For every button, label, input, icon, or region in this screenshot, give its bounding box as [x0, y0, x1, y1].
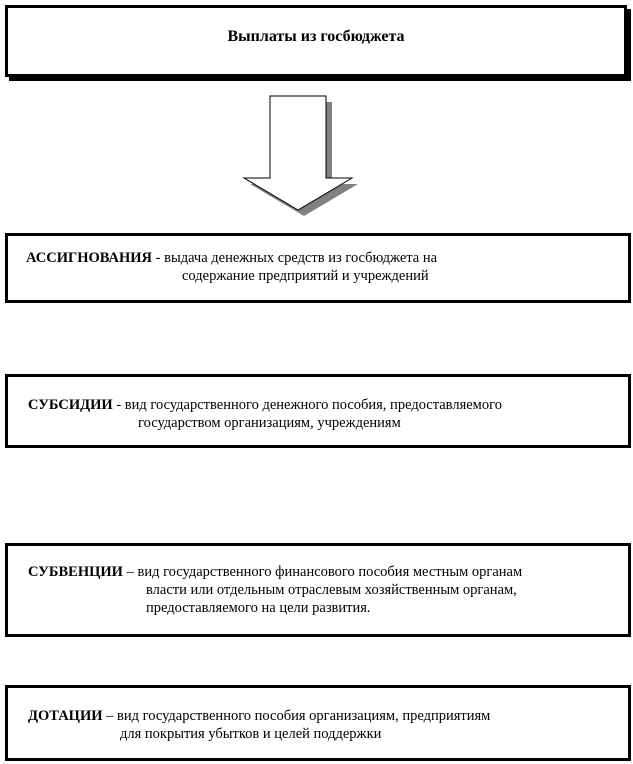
definition-first-line	[28, 396, 502, 414]
definition-first-line	[28, 563, 522, 581]
definition-continuation: предоставляемого на цели развития.	[146, 600, 371, 616]
definition-term: СУБСИДИИ	[28, 397, 113, 413]
definition-term: АССИГНОВАНИЯ	[26, 250, 153, 266]
definition-text: выдача денежных средств из госбюджета на	[164, 250, 438, 266]
definition-text: вид государственного пособия организациям, предприятиям	[117, 708, 491, 724]
definition-continuation: государством организациям, учреждениям	[138, 415, 401, 431]
definition-continuation: для покрытия убытков и целей поддержки	[120, 726, 382, 742]
definition-box-subsidies	[5, 374, 631, 448]
definition-separator: -	[112, 397, 125, 413]
definition-first-line	[28, 707, 490, 725]
definition-text: вид государственного денежного пособия, предоставляемого	[124, 397, 502, 413]
definition-separator: –	[122, 564, 138, 580]
definition-term: ДОТАЦИИ	[28, 708, 103, 724]
diagram-title: Выплаты из госбюджета	[227, 28, 405, 45]
definition-continuation: власти или отдельным отраслевым хозяйственным органам,	[146, 582, 517, 598]
definition-box-subventions	[5, 543, 631, 637]
definition-term: СУБВЕНЦИИ	[28, 564, 123, 580]
definition-continuation: содержание предприятий и учреждений	[182, 268, 429, 284]
title-box	[5, 5, 627, 77]
definition-first-line	[26, 249, 437, 267]
definition-separator: –	[102, 708, 118, 724]
definition-box-assignments	[5, 233, 631, 303]
definition-box-grants	[5, 685, 631, 761]
down-arrow-icon	[240, 94, 360, 216]
definition-separator: -	[152, 250, 165, 266]
definition-text: вид государственного финансового пособия местным органам	[137, 564, 523, 580]
